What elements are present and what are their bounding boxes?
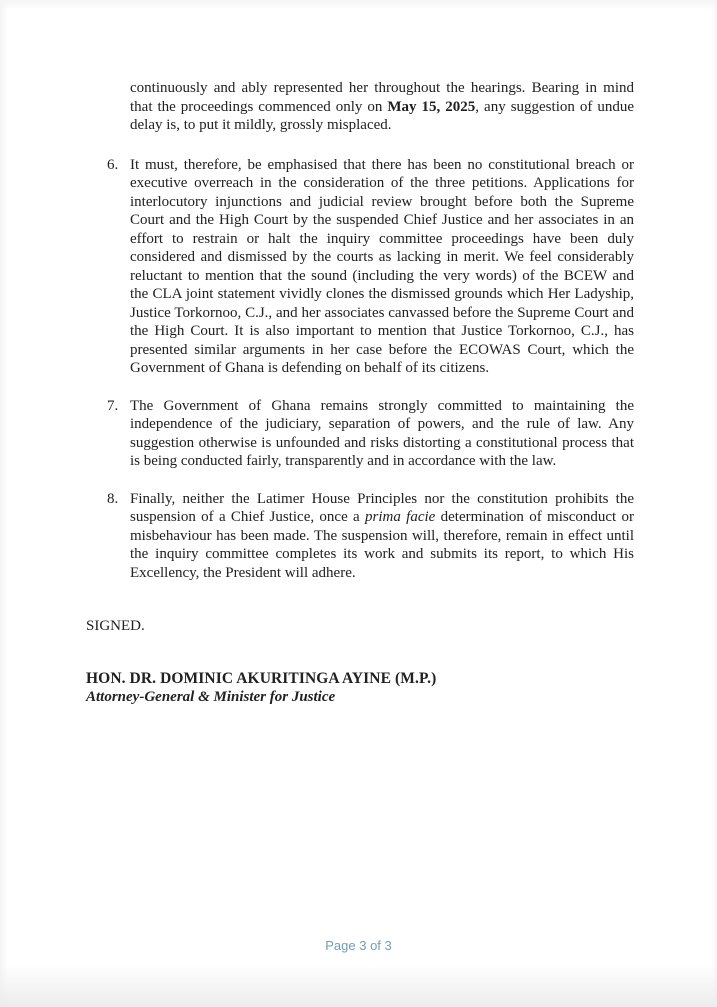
item-6-text: It must, therefore, be emphasised that there has been no constitutional breach or executive overreach in the consideration of the three petitions. Applications for interlocutory injunctions and judicial review brought before both the Supreme Court and the High Court by the suspended Chief Justice and her associates in an effort to restrain or halt the inquiry committee proceedings have been duly considered and dismissed by the courts as lacking in merit. We feel considerably reluctant to mention that the sound (including the very words) of the BCEW and the CLA joint statement vividly clones the dismissed grounds which Her Ladyship, Justice Torkornoo, C.J., and her associates canvassed before the Supreme Court and the High Court. It is also important to mention that Justice Torkornoo, C.J., has presented similar arguments in her case before the ECOWAS Court, which the Government of Ghana is defending on behalf of its citizens. [130,156,634,376]
item-8-text [130,490,634,583]
continuation-text-after: , any suggestion of undue delay is, to put it mildly, grossly misplaced. [130,98,634,133]
continuation-paragraph [130,79,634,135]
item-8-italic-phrase: prima facie [365,509,436,525]
item-8-text-before: Finally, neither the Latimer House Principles nor the constitution prohibits the suspension of a Chief Justice, once a [130,490,634,525]
signature-block [86,617,634,707]
signature-title: Attorney-General & Minister for Justice [86,688,336,705]
item-7-text: The Government of Ghana remains strongly committed to maintaining the independence of the judiciary, separation of powers, and the rule of law. Any suggestion otherwise is unfounded and risks distorting a constitutional process that is being conducted fairly, transparently and in accordance with the law. [130,397,634,469]
item-6-number: 6. [107,156,119,173]
numbered-item-8 [86,490,634,583]
continuation-bold-date: May 15, 2025 [387,98,476,115]
page-number-footer: Page 3 of 3 [325,938,392,953]
document-body [86,79,634,707]
item-8-number: 8. [107,490,119,507]
item-8-text-after: determination of misconduct or misbehaviour has been made. The suspension will, therefore, remain in effect until the inquiry committee completes its work and submits its report, to which His Excellency, the President will adhere. [130,509,634,581]
numbered-item-6 [86,156,634,378]
item-7-number: 7. [107,397,119,414]
signed-label: SIGNED. [86,618,145,634]
signature-name: HON. DR. DOMINIC AKURITINGA AYINE (M.P.) [86,669,437,687]
continuation-text-before: continuously and ably represented her throughout the hearings. Bearing in mind that the proceedings commenced only on [130,80,634,115]
numbered-item-7 [86,397,634,471]
